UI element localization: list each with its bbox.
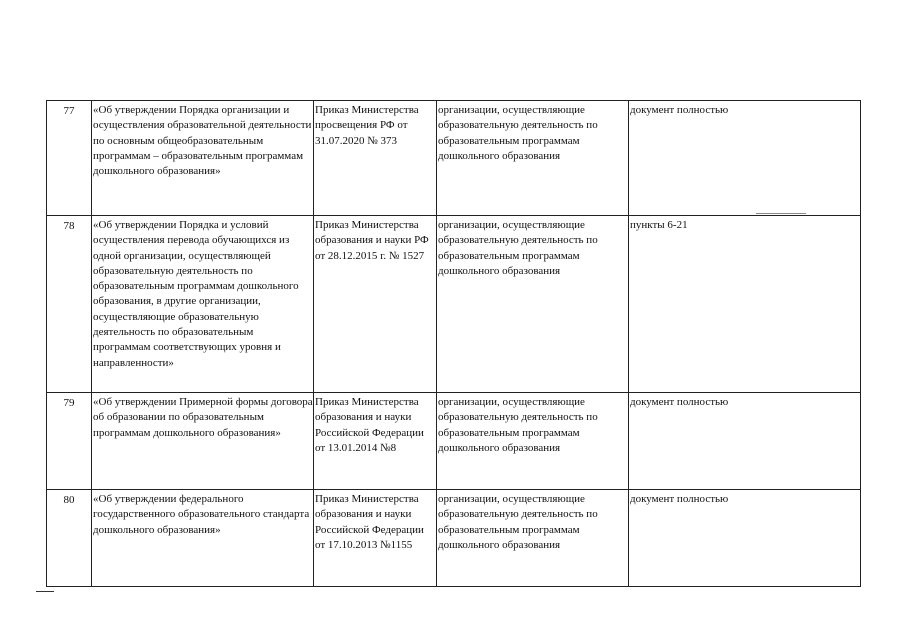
scan-artifact-line (756, 213, 806, 214)
order-reference: Приказ Министерства образования и науки Российской Федерации от 13.01.2014 №8 (314, 393, 437, 490)
applicable-subjects: организации, осуществляющие образовательную деятельность по образовательным программам дошкольного образования (437, 393, 629, 490)
applicable-subjects: организации, осуществляющие образовательную деятельность по образовательным программам дошкольного образования (437, 490, 629, 587)
row-number: 79 (47, 393, 92, 490)
applicable-subjects: организации, осуществляющие образовательную деятельность по образовательным программам дошкольного образования (437, 216, 629, 393)
table-row (47, 393, 861, 490)
requirements-table (46, 100, 861, 587)
document-title: «Об утверждении Порядка организации и осуществления образовательной деятельности по основным общеобразовательным программам – образовательным программам дошкольного образования» (92, 101, 314, 216)
document-title: «Об утверждении Примерной формы договора об образовании по образовательным программам дошкольного образования» (92, 393, 314, 490)
table-row (47, 490, 861, 587)
applicable-scope: документ полностью (629, 393, 861, 490)
scan-artifact-line (36, 591, 54, 592)
row-number: 77 (47, 101, 92, 216)
row-number: 78 (47, 216, 92, 393)
applicable-scope: документ полностью (629, 490, 861, 587)
order-reference: Приказ Министерства образования и науки Российской Федерации от 17.10.2013 №1155 (314, 490, 437, 587)
applicable-scope: документ полностью (629, 101, 861, 216)
order-reference: Приказ Министерства просвещения РФ от 31.07.2020 № 373 (314, 101, 437, 216)
table-row (47, 101, 861, 216)
row-number: 80 (47, 490, 92, 587)
applicable-scope: пункты 6-21 (629, 216, 861, 393)
table-row (47, 216, 861, 393)
document-title: «Об утверждении федерального государственного образовательного стандарта дошкольного образования» (92, 490, 314, 587)
order-reference: Приказ Министерства образования и науки РФ от 28.12.2015 г. № 1527 (314, 216, 437, 393)
document-title: «Об утверждении Порядка и условий осуществления перевода обучающихся из одной организации, осуществляющей образовательную деятельность по образовательным программам дошкольного образования, в другие организации, осуществляющие образовательную деятельность по образовательным программам соответствующих уровня и направленности» (92, 216, 314, 393)
applicable-subjects: организации, осуществляющие образовательную деятельность по образовательным программам дошкольного образования (437, 101, 629, 216)
